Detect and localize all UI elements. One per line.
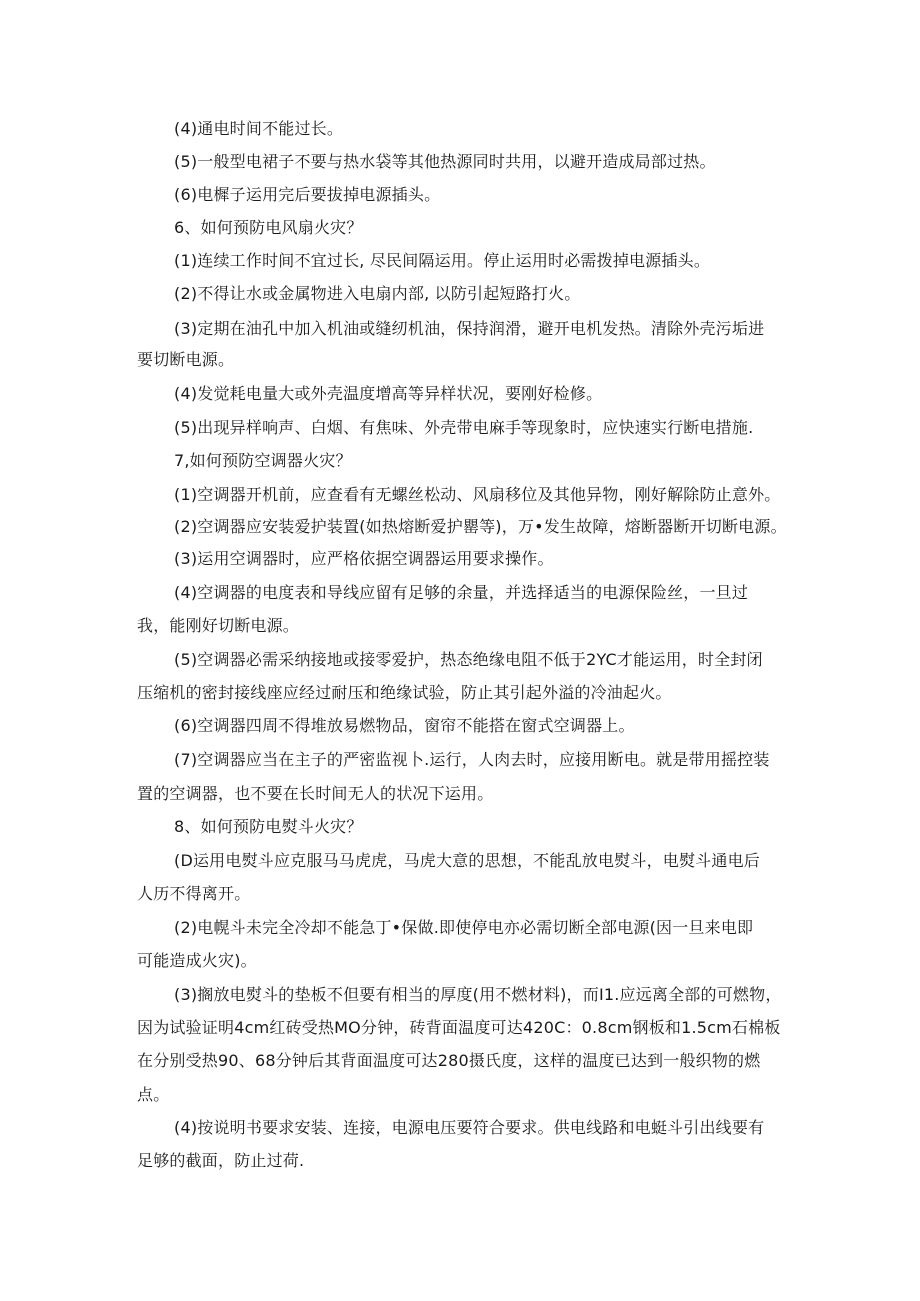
paragraph-line: (6)空调器四周不得堆放易燃物品，窗帘不能搭在窗式空调器上。	[174, 716, 635, 735]
paragraph-line: (3)定期在油孔中加入机油或缝纫机油，保持润滑，避开电机发热。清除外壳污垢进	[174, 319, 765, 338]
paragraph-line: (4)空调器的电度表和导线应留有足够的余量，并选择适当的电源保险丝，一旦过	[174, 583, 749, 602]
paragraph-line: 可能造成火灾)。	[137, 951, 257, 970]
section-heading: 8、如何预防电熨斗火灾？	[174, 817, 363, 836]
paragraph-line: 要切断电源。	[137, 350, 235, 369]
paragraph-line: (1)空调器开机前，应查看有无螺丝松动、风扇移位及其他异物，刚好解除防止意外。	[174, 485, 781, 504]
paragraph-line: (5)一般型电裙子不要与热水袋等其他热源同时共用，以避开造成局部过热。	[174, 152, 716, 171]
paragraph-line: (2)电幌斗未完全冷却不能急丁•保做.即使停电亦必需切断全部电源(因一旦来电即	[174, 918, 754, 937]
paragraph-line: (2)不得让水或金属物进入电扇内部, 以防引起短路打火。	[174, 284, 581, 303]
paragraph-line: 足够的截面，防止过荷.	[137, 1151, 305, 1170]
paragraph-line: 点。	[137, 1085, 170, 1104]
paragraph-line: 在分别受热90、68分钟后其背面温度可达280摄氏度，这样的温度已达到一般织物的燃	[137, 1051, 761, 1070]
paragraph-line: 因为试验证明4cm红砖受热MO分钟，砖背面温度可达420C：0.8cm钢板和1.5cm石棉板	[137, 1018, 781, 1037]
paragraph-line: (5)出现异样响声、白烟、有焦味、外壳带电麻手等现象时，应快速实行断电措施.	[174, 418, 754, 437]
paragraph-line: (4)通电时间不能过长。	[174, 119, 344, 138]
paragraph-line: 压缩机的密封接线座应经过耐压和绝缘试验，防止其引起外溢的冷油起火。	[137, 683, 672, 702]
paragraph-line: 人历不得离开。	[137, 884, 251, 903]
paragraph-line: (2)空调器应安装爱护装置(如热熔断爱护罌等)，万•发生故障，熔断器断开切断电源。	[174, 517, 787, 536]
paragraph-line: (3)搁放电熨斗的垫板不但要有相当的厚度(用不燃材料)，而I1.应远离全部的可燃物，	[174, 985, 782, 1004]
paragraph-line: (D运用电熨斗应克服马马虎虎，马虎大意的思想，不能乱放电熨斗，电熨斗通电后	[174, 851, 760, 870]
paragraph-line: (6)电樨子运用完后要拔掉电源插头。	[174, 185, 441, 204]
paragraph-line: (3)运用空调器时，应严格依据空调器运用要求操作。	[174, 549, 554, 568]
paragraph-line: 我，能刚好切断电源。	[137, 616, 300, 635]
paragraph-line: (7)空调器应当在主子的严密监视卜.运行，人肉去时，应接用断电。就是带用摇控装	[174, 750, 770, 769]
section-heading: 6、如何预防电风扇火灾？	[174, 218, 363, 237]
paragraph-line: (4)按说明书要求安装、连接，电源电压要符合要求。供电线路和电蜓斗引出线要有	[174, 1118, 765, 1137]
paragraph-line: 置的空调器，也不要在长时间无人的状况下运用。	[137, 784, 494, 803]
paragraph-line: (1)连续工作时间不宜过长, 尽民间隔运用。停止运用时必需拨掉电源插头。	[174, 251, 711, 270]
paragraph-line: (4)发觉耗电量大或外壳温度增高等异样状况，要刚好检修。	[174, 384, 603, 403]
paragraph-line: (5)空调器必需采纳接地或接零爱护，热态绝缘电阻不低于2YC才能运用，时全封闭	[174, 650, 763, 669]
section-heading: 7,如何预防空调器火灾？	[174, 451, 352, 470]
